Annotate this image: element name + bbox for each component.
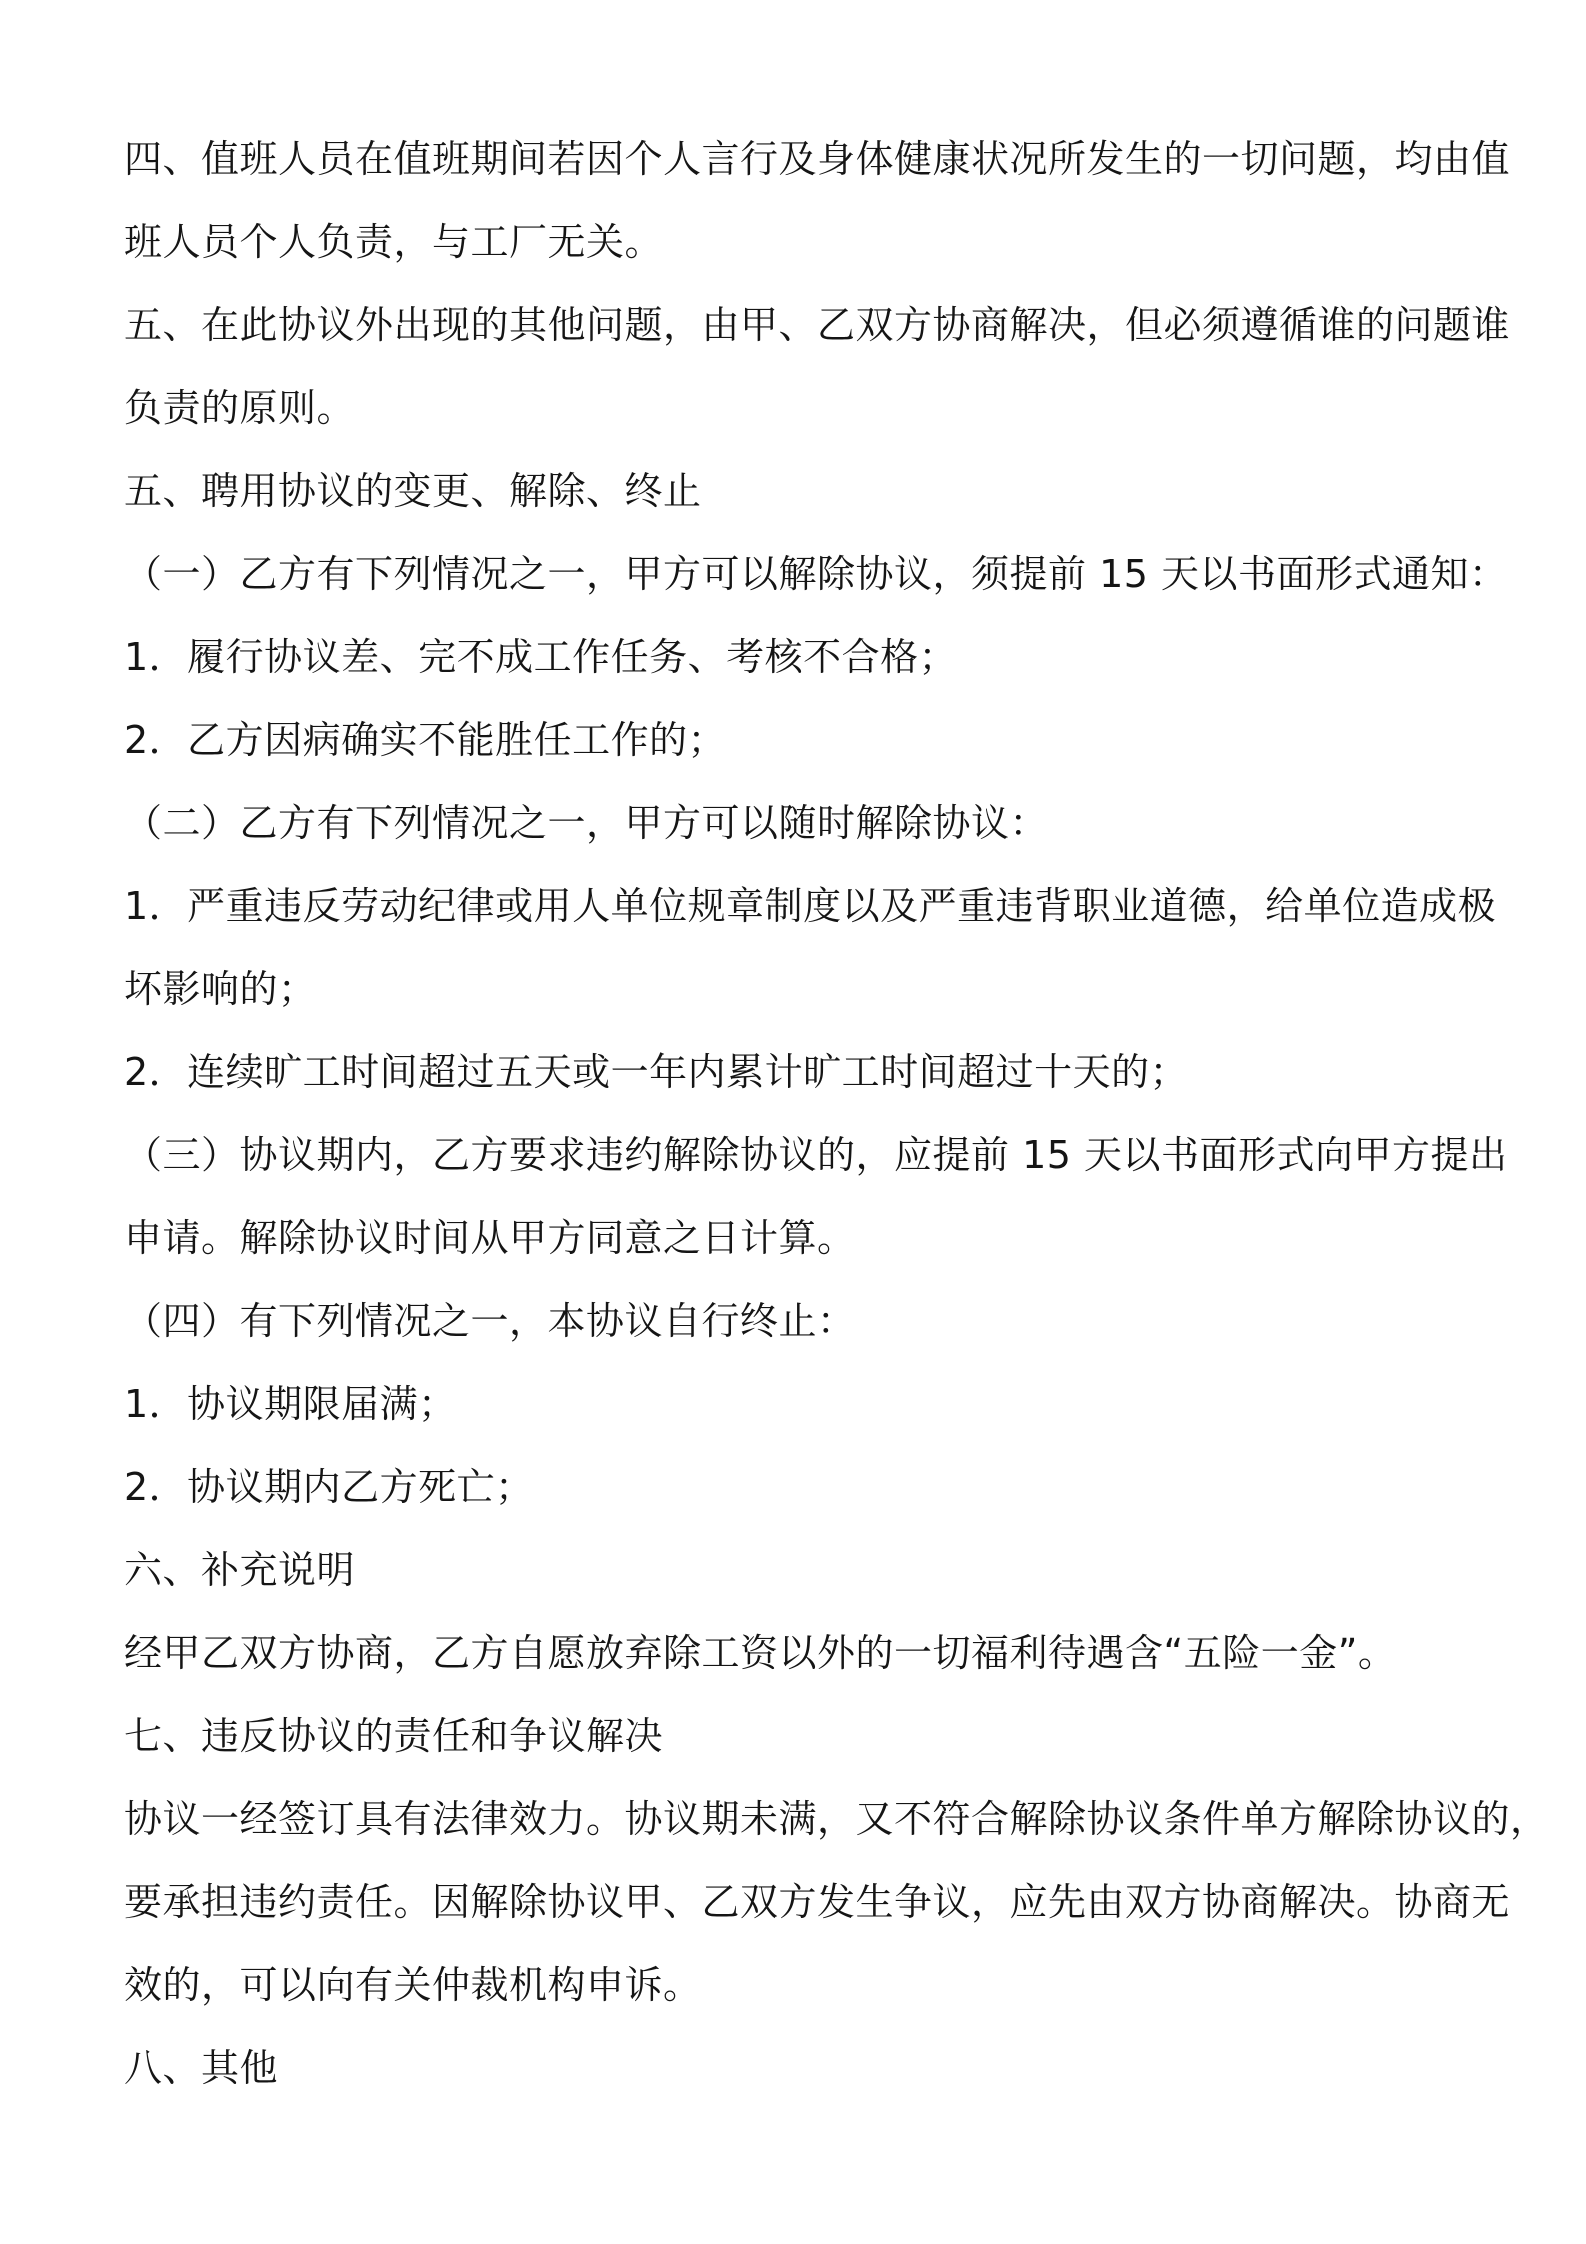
section-heading: 七、违反协议的责任和争议解决 (124, 1714, 664, 1758)
text-line: 2．乙方因病确实不能胜任工作的； (124, 718, 727, 762)
text-line: 要承担违约责任。因解除协议甲、乙双方发生争议，应先由双方协商解决。协商无 (124, 1880, 1511, 1924)
text-line: 班人员个人负责，与工厂无关。 (124, 220, 664, 264)
section-heading: 八、其他 (124, 2046, 279, 2090)
text-line: 负责的原则。 (124, 386, 356, 430)
section-heading: 六、补充说明 (124, 1548, 356, 1592)
section-heading: 五、聘用协议的变更、解除、终止 (124, 469, 702, 513)
text-line: （一）乙方有下列情况之一，甲方可以解除协议，须提前 15 天以书面形式通知： (124, 552, 1508, 596)
text-line: 1．协议期限届满； (124, 1382, 457, 1426)
text-line: （二）乙方有下列情况之一，甲方可以随时解除协议： (124, 801, 1049, 845)
text-line: 1．履行协议差、完不成工作任务、考核不合格； (124, 635, 958, 679)
text-line: 申请。解除协议时间从甲方同意之日计算。 (124, 1216, 856, 1260)
text-line: 经甲乙双方协商，乙方自愿放弃除工资以外的一切福利待遇含“五险一金”。 (124, 1631, 1397, 1675)
text-line: 五、在此协议外出现的其他问题，由甲、乙双方协商解决，但必须遵循谁的问题谁 (124, 303, 1511, 347)
document-page (124, 118, 1549, 2110)
text-line: 2．连续旷工时间超过五天或一年内累计旷工时间超过十天的； (124, 1050, 1189, 1094)
text-line: 四、值班人员在值班期间若因个人言行及身体健康状况所发生的一切问题，均由值 (124, 137, 1511, 181)
text-line: 1．严重违反劳动纪律或用人单位规章制度以及严重违背职业道德，给单位造成极 (124, 884, 1497, 928)
text-line: 坏影响的； (124, 967, 317, 1011)
text-line: （三）协议期内，乙方要求违约解除协议的，应提前 15 天以书面形式向甲方提出 (124, 1133, 1508, 1177)
text-line: （四）有下列情况之一，本协议自行终止： (124, 1299, 856, 1343)
text-line: 效的，可以向有关仲裁机构申诉。 (124, 1963, 702, 2007)
text-line: 协议一经签订具有法律效力。协议期未满，又不符合解除协议条件单方解除协议的， (124, 1797, 1549, 1841)
text-line: 2．协议期内乙方死亡； (124, 1465, 534, 1509)
